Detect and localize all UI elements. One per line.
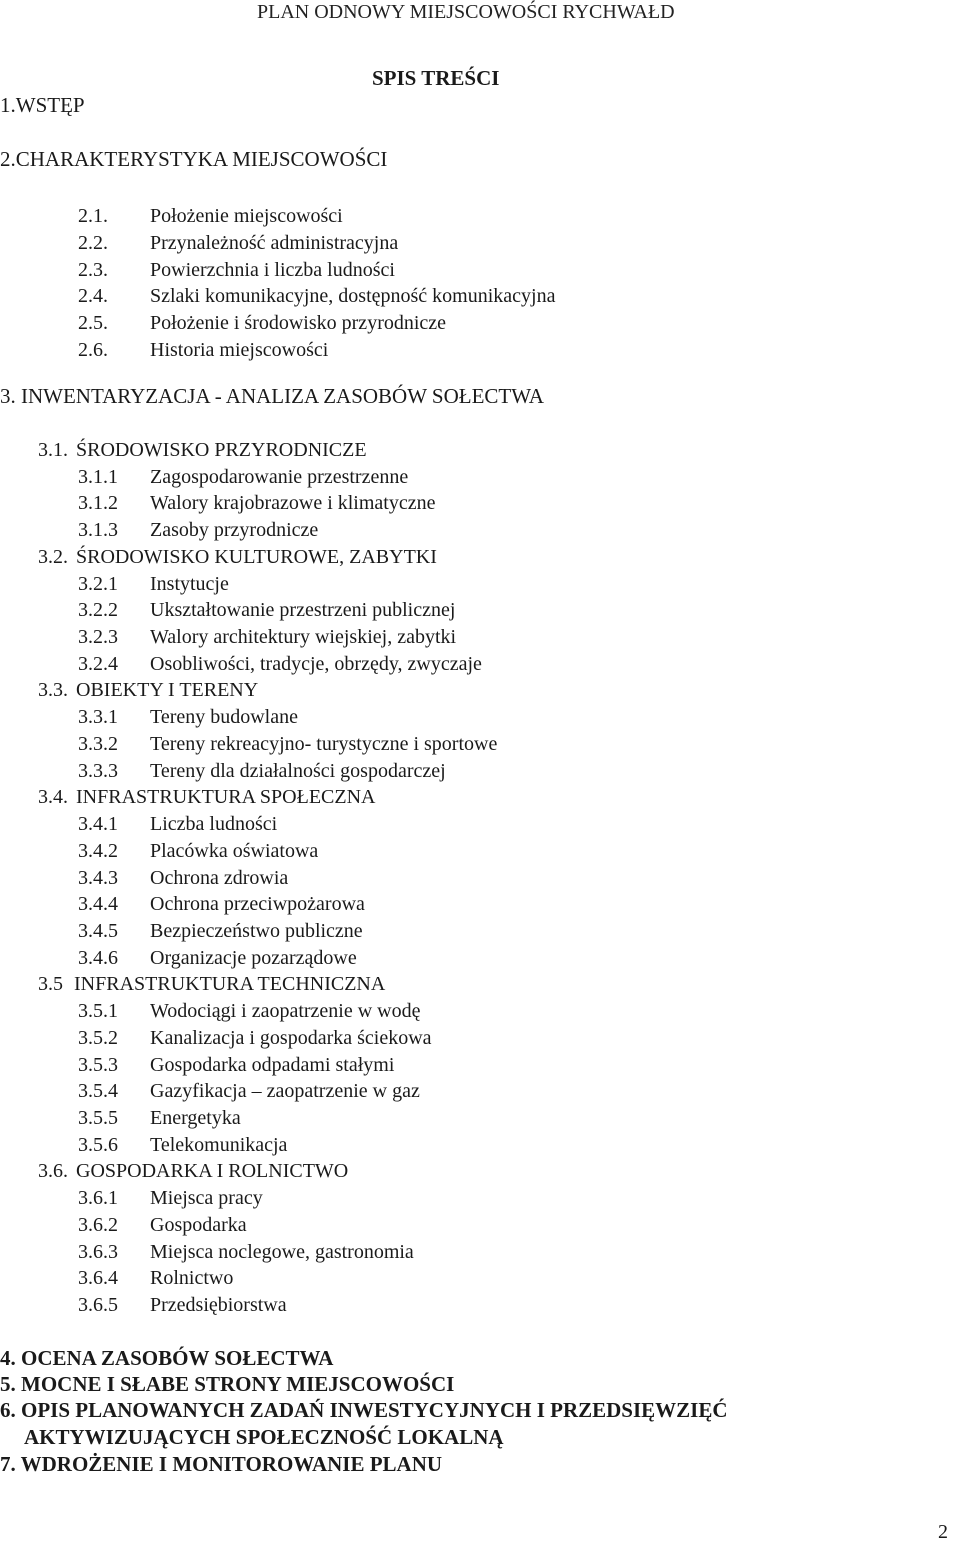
toc-entry-number: 3.5.5 [78, 1107, 118, 1129]
toc-entry-number: 3.1.1 [78, 465, 118, 488]
toc-entry-title: Powierzchnia i liczba ludności [150, 258, 395, 281]
toc-entry-title: Tereny rekreacyjno- turystyczne i sportowe [150, 732, 498, 755]
toc-entry-number: 3.3. [38, 679, 68, 702]
toc-entry-number: 3.5.1 [78, 1000, 118, 1023]
toc-entry-number: 3.4.5 [78, 919, 118, 942]
toc-entry-title: Przynależność administracyjna [150, 231, 399, 254]
toc-entry-number: 3.5 [38, 973, 63, 996]
toc-entry-number: 3.5.2 [78, 1026, 118, 1049]
toc-entry-number: 3.1.3 [78, 519, 118, 542]
toc-entry-title: Zagospodarowanie przestrzenne [150, 465, 409, 488]
toc-entry-number: 3.2. [38, 545, 68, 568]
toc-entry-number: 2.6. [78, 339, 108, 361]
toc-entry-number: 2.4. [78, 285, 108, 308]
toc-entry-number: 3.1.2 [78, 492, 118, 515]
chapter-6-heading: 6. OPIS PLANOWANYCH ZADAŃ INWESTYCYJNYCH I PRZEDSIĘWZIĘĆ [0, 1398, 728, 1422]
toc-entry-title: Szlaki komunikacyjne, dostępność komunikacyjna [150, 285, 556, 308]
toc-entry-title: Gospodarka odpadami stałymi [150, 1053, 395, 1076]
toc-entry-title: Gazyfikacja – zaopatrzenie w gaz [150, 1080, 420, 1103]
toc-entry-title: GOSPODARKA I ROLNICTWO [76, 1160, 349, 1183]
toc-entry-title: Miejsca noclegowe, gastronomia [150, 1240, 414, 1263]
toc-entry-title: Ochrona zdrowia [150, 866, 289, 889]
toc-entry-title: Położenie i środowisko przyrodnicze [150, 312, 447, 335]
toc-entry-number: 3.2.4 [78, 652, 118, 675]
chapter-2-heading: 2.CHARAKTERYSTYKA MIEJSCOWOŚCI [0, 147, 388, 171]
chapter-4-heading: 4. OCENA ZASOBÓW SOŁECTWA [0, 1346, 334, 1370]
toc-entry-number: 3.4.1 [78, 813, 118, 836]
page-header: PLAN ODNOWY MIEJSCOWOŚCI RYCHWAŁD [257, 1, 675, 23]
chapter-3-heading: 3. INWENTARYZACJA - ANALIZA ZASOBÓW SOŁECTWA [0, 384, 544, 408]
toc-entry-number: 3.4. [38, 786, 68, 809]
toc-entry-number: 3.6.5 [78, 1294, 118, 1317]
toc-entry-number: 3.3.3 [78, 759, 118, 782]
toc-entry-number: 3.2.3 [78, 626, 118, 649]
toc-entry-title: Kanalizacja i gospodarka ściekowa [150, 1026, 432, 1049]
toc-entry-title: Wodociągi i zaopatrzenie w wodę [150, 1000, 421, 1023]
toc-entry-title: Bezpieczeństwo publiczne [150, 919, 363, 942]
chapter-7-heading: 7. WDROŻENIE I MONITOROWANIE PLANU [0, 1452, 443, 1476]
toc-entry-number: 2.1. [78, 205, 108, 227]
toc-entry-number: 2.2. [78, 231, 108, 254]
toc-entry-title: Zasoby przyrodnicze [150, 519, 319, 542]
toc-entry-number: 3.4.4 [78, 893, 118, 916]
toc-entry-number: 3.4.3 [78, 866, 118, 889]
toc-entry-number: 3.4.6 [78, 946, 118, 969]
toc-entry-number: 3.4.2 [78, 839, 118, 862]
toc-entry-title: Placówka oświatowa [150, 839, 319, 862]
toc-entry-number: 3.5.4 [78, 1080, 118, 1103]
toc-entry-number: 3.6.4 [78, 1267, 118, 1290]
toc-entry-title: Telekomunikacja [150, 1133, 288, 1156]
toc-entry-number: 3.6.1 [78, 1187, 118, 1210]
toc-entry-title: OBIEKTY I TERENY [76, 679, 259, 702]
toc-entry-title: Organizacje pozarządowe [150, 946, 357, 969]
chapter-6-heading-continued: AKTYWIZUJĄCYCH SPOŁECZNOŚĆ LOKALNĄ [24, 1425, 504, 1449]
toc-entry-title: INFRASTRUKTURA TECHNICZNA [74, 973, 386, 996]
toc-entry-title: Ochrona przeciwpożarowa [150, 893, 365, 916]
toc-entry-number: 3.5.6 [78, 1133, 118, 1156]
toc-entry-title: Gospodarka [150, 1213, 247, 1236]
toc-entry-number: 3.3.1 [78, 706, 118, 729]
toc-entry-title: Tereny dla działalności gospodarczej [150, 759, 446, 782]
toc-entry-title: ŚRODOWISKO PRZYRODNICZE [76, 439, 367, 461]
toc-entry-number: 3.6.3 [78, 1240, 118, 1263]
chapter-1-heading: 1.WSTĘP [0, 93, 85, 117]
toc-entry-number: 3.6.2 [78, 1213, 118, 1236]
toc-entry-title: Miejsca pracy [150, 1187, 263, 1210]
toc-entry-number: 3.2.2 [78, 599, 118, 622]
toc-entry-title: Ukształtowanie przestrzeni publicznej [150, 599, 456, 622]
toc-entry-title: Rolnictwo [150, 1267, 234, 1290]
toc-entry-title: Energetyka [150, 1107, 241, 1129]
toc-entry-title: Historia miejscowości [150, 339, 329, 361]
toc-entry-title: Tereny budowlane [150, 706, 298, 729]
toc-entry-title: Walory architektury wiejskiej, zabytki [150, 626, 457, 649]
toc-entry-title: Położenie miejscowości [150, 205, 343, 227]
toc-entry-title: ŚRODOWISKO KULTUROWE, ZABYTKI [76, 545, 437, 568]
toc-entry-number: 3.5.3 [78, 1053, 118, 1076]
toc-entry-number: 3.3.2 [78, 732, 118, 755]
toc-entry-title: Osobliwości, tradycje, obrzędy, zwyczaje [150, 652, 482, 675]
toc-entry-title: INFRASTRUKTURA SPOŁECZNA [76, 786, 376, 809]
toc-entry-number: 3.1. [38, 439, 68, 461]
toc-entry-number: 2.5. [78, 312, 108, 335]
toc-entry-title: Instytucje [150, 572, 229, 595]
page-number: 2 [938, 1521, 948, 1543]
toc-entry-title: Przedsiębiorstwa [150, 1294, 287, 1317]
toc-entry-number: 3.2.1 [78, 572, 118, 595]
toc-entry-number: 3.6. [38, 1160, 68, 1183]
chapter-5-heading: 5. MOCNE I SŁABE STRONY MIEJSCOWOŚCI [0, 1372, 455, 1396]
toc-entry-title: Walory krajobrazowe i klimatyczne [150, 492, 436, 515]
toc-entry-title: Liczba ludności [150, 813, 278, 836]
toc-title: SPIS TREŚCI [372, 66, 500, 90]
toc-entry-number: 2.3. [78, 258, 108, 281]
